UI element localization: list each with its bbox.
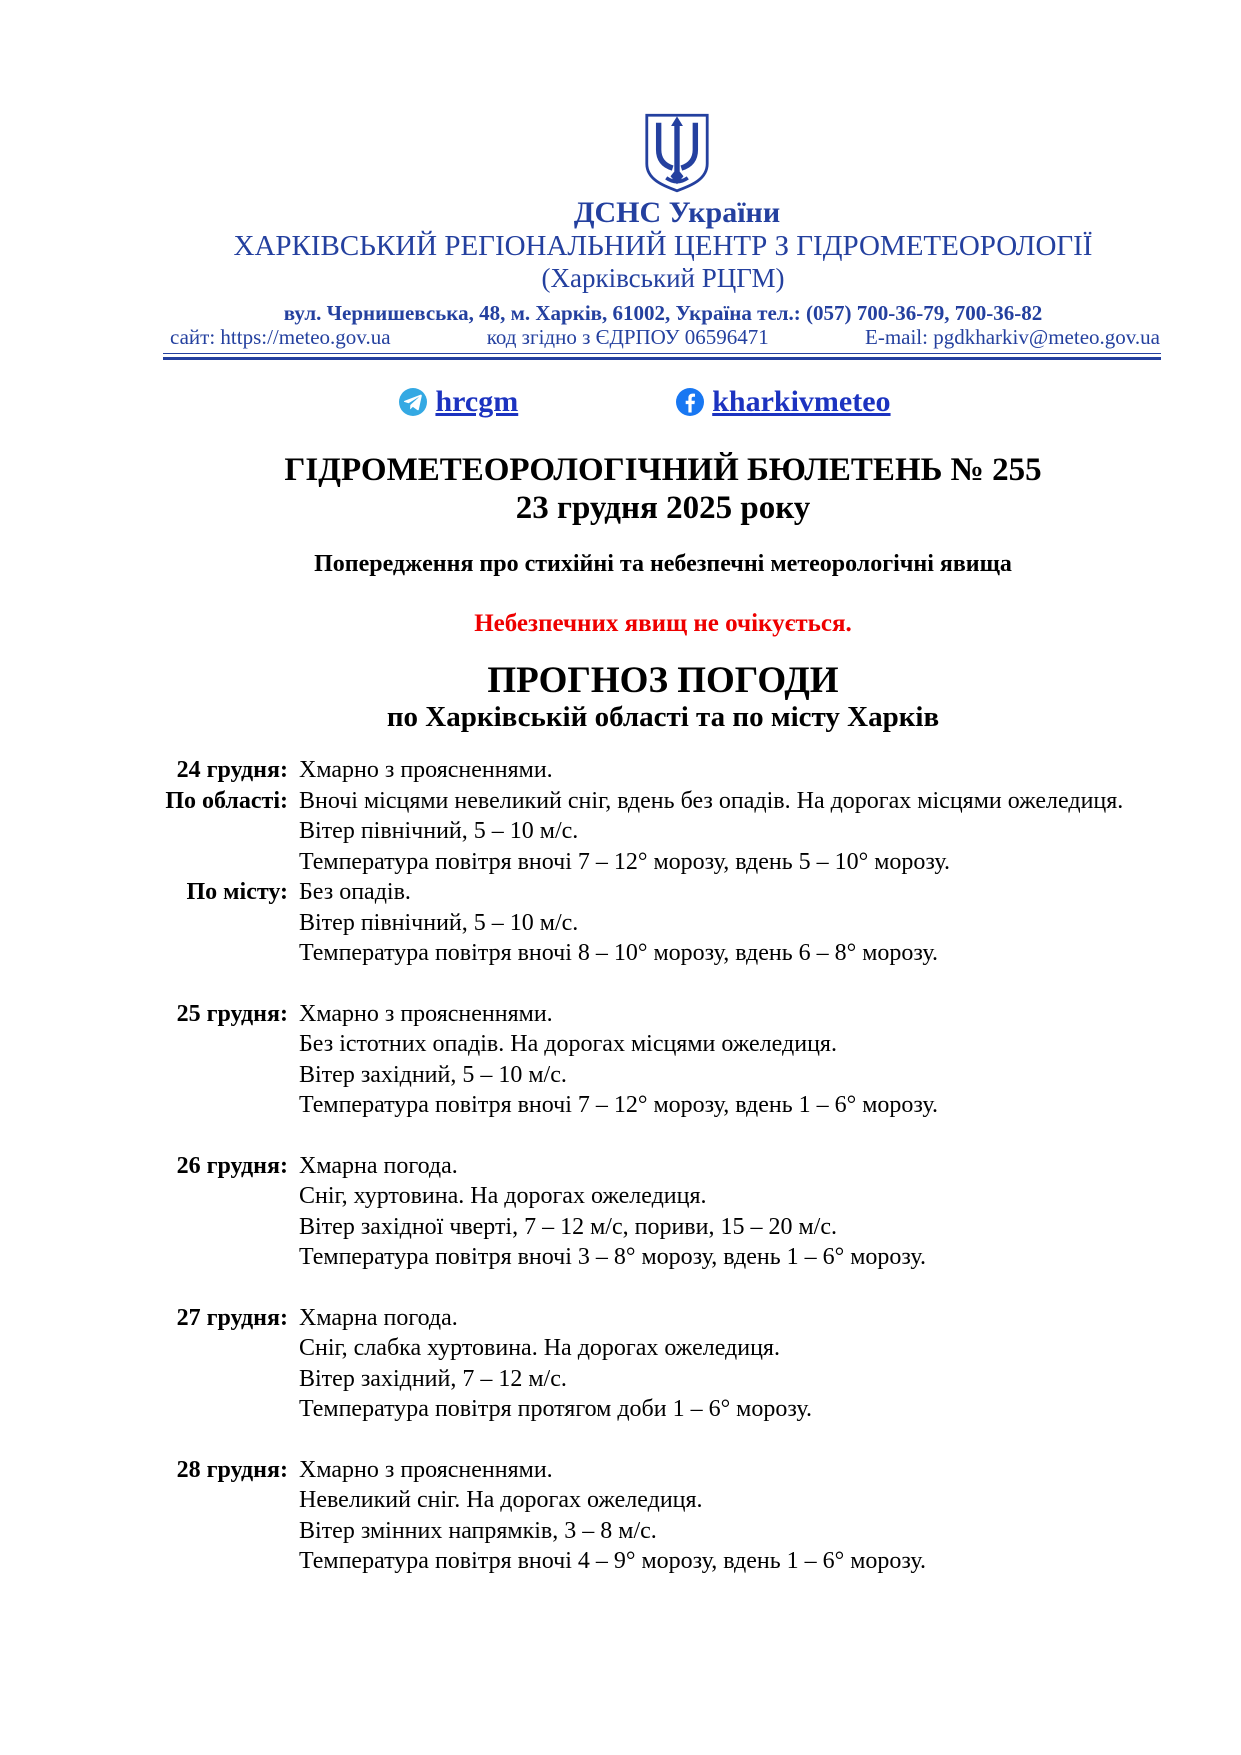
organization-name: ХАРКІВСЬКИЙ РЕГІОНАЛЬНИЙ ЦЕНТР З ГІДРОМЕТЕОРОЛОГІЇ <box>233 230 1093 262</box>
forecast-day-block <box>0 1151 1241 1273</box>
forecast-line <box>0 786 1241 817</box>
forecast-line-text: Температура повітря вночі 7 – 12° морозу, вдень 5 – 10° морозу. <box>299 848 950 875</box>
forecast-day-block <box>0 999 1241 1121</box>
ukraine-trident-icon <box>642 112 712 194</box>
bulletin-title: ГІДРОМЕТЕОРОЛОГІЧНИЙ БЮЛЕТЕНЬ № 255 <box>284 452 1042 488</box>
forecast-line <box>0 1303 1241 1334</box>
email-link[interactable]: E-mail: pgdkharkiv@meteo.gov.ua <box>865 325 1160 349</box>
forecast-line <box>0 1546 1241 1577</box>
forecast-line-text: Вітер північний, 5 – 10 м/с. <box>299 818 579 844</box>
bulletin-date: 23 грудня 2025 року <box>515 490 811 526</box>
forecast-line-label: По місту: <box>186 879 288 905</box>
telegram-icon[interactable] <box>399 388 427 416</box>
forecast-line <box>0 755 1241 786</box>
forecast-line <box>0 908 1241 939</box>
forecast-line-label: 27 грудня: <box>176 1304 288 1331</box>
edrpou-code: код згідно з ЄДРПОУ 06596471 <box>486 325 769 349</box>
forecast-line <box>0 1060 1241 1091</box>
forecast-line-text: Вітер західний, 7 – 12 м/с. <box>299 1365 567 1392</box>
forecast-line-label: 25 грудня: <box>176 1000 288 1027</box>
forecast-line <box>0 1151 1241 1182</box>
forecast-line-label <box>0 1029 293 1060</box>
telegram-link[interactable]: hrcgm <box>435 385 519 418</box>
forecast-line-label <box>0 1212 293 1243</box>
forecast-line-label <box>0 1181 293 1212</box>
forecast-line-label <box>0 1333 293 1364</box>
facebook-link-group <box>676 385 890 419</box>
forecast-line-text: Вночі місцями невеликий сніг, вдень без опадів. На дорогах місцями ожеледиця. <box>299 787 1124 814</box>
forecast-line <box>0 847 1241 878</box>
forecast-line-text: Хмарно з проясненнями. <box>299 1000 553 1027</box>
header-divider <box>163 353 1161 360</box>
forecast-line-text: Температура повітря вночі 4 – 9° морозу, вдень 1 – 6° морозу. <box>299 1548 926 1574</box>
agency-name: ДСНС України <box>573 196 781 229</box>
forecast-line-label <box>0 1364 293 1395</box>
social-links-row <box>150 384 1140 420</box>
forecast-line-text: Хмарна погода. <box>299 1152 458 1179</box>
forecast-day-block <box>0 1455 1241 1577</box>
forecast-line-text: Вітер змінних напрямків, 3 – 8 м/с. <box>299 1517 657 1544</box>
forecast-line <box>0 1090 1241 1121</box>
forecast-line-text: Сніг, хуртовина. На дорогах ожеледиця. <box>299 1183 707 1209</box>
forecast-line <box>0 1212 1241 1243</box>
forecast-line <box>0 877 1241 908</box>
site-link[interactable]: сайт: https://meteo.gov.ua <box>170 325 391 349</box>
forecast-line-label <box>0 908 293 939</box>
forecast-line-text: Вітер північний, 5 – 10 м/с. <box>299 909 579 936</box>
forecast-line-text: Хмарна погода. <box>299 1304 458 1331</box>
forecast-line-text: Вітер західної чверті, 7 – 12 м/с, пориви, 15 – 20 м/с. <box>299 1213 837 1240</box>
forecast-line <box>0 1516 1241 1547</box>
forecast-line <box>0 938 1241 969</box>
forecast-line-label <box>0 1485 293 1516</box>
forecast-line-text: Температура повітря вночі 8 – 10° морозу, вдень 6 – 8° морозу. <box>299 940 938 966</box>
forecast-line-text: Без істотних опадів. На дорогах місцями ожеледиця. <box>299 1031 837 1057</box>
emblem-container <box>184 0 1170 194</box>
forecast-line-label: 28 грудня: <box>176 1456 288 1483</box>
forecast-blocks <box>0 755 1241 1577</box>
forecast-line-label <box>0 1394 293 1425</box>
organization-short-name: (Харківський РЦГМ) <box>541 263 785 293</box>
warning-heading: Попередження про стихійні та небезпечні метеорологічні явища <box>314 551 1012 577</box>
forecast-line-label <box>0 938 293 969</box>
forecast-line <box>0 1485 1241 1516</box>
forecast-line <box>0 999 1241 1030</box>
forecast-line-label: 24 грудня: <box>176 757 288 783</box>
forecast-line <box>0 1242 1241 1273</box>
forecast-line-text: Хмарно з проясненнями. <box>299 1456 553 1483</box>
address-line: вул. Чернишевська, 48, м. Харків, 61002, Україна тел.: (057) 700-36-79, 700-36-82 <box>283 301 1043 325</box>
forecast-title: ПРОГНОЗ ПОГОДИ <box>487 660 839 701</box>
forecast-line-text: Невеликий сніг. На дорогах ожеледиця. <box>299 1487 703 1513</box>
forecast-line-label: По області: <box>165 787 288 814</box>
forecast-line-label <box>0 1060 293 1091</box>
forecast-line <box>0 1394 1241 1425</box>
forecast-line <box>0 816 1241 847</box>
forecast-day-block <box>0 1303 1241 1425</box>
forecast-line <box>0 1181 1241 1212</box>
forecast-line-text: Температура повітря вночі 3 – 8° морозу, вдень 1 – 6° морозу. <box>299 1244 926 1270</box>
forecast-line-text: Температура повітря вночі 7 – 12° морозу, вдень 1 – 6° морозу. <box>299 1092 938 1118</box>
forecast-subtitle: по Харківській області та по місту Харків <box>386 701 940 733</box>
forecast-line-label <box>0 1242 293 1273</box>
forecast-line-label <box>0 1546 293 1577</box>
warning-status-text: Небезпечних явищ не очікується. <box>474 610 852 637</box>
forecast-line-label <box>0 1090 293 1121</box>
forecast-day-block <box>0 755 1241 969</box>
forecast-line <box>0 1333 1241 1364</box>
forecast-line <box>0 1364 1241 1395</box>
forecast-line-label: 26 грудня: <box>176 1152 288 1179</box>
forecast-line-text: Вітер західний, 5 – 10 м/с. <box>299 1061 567 1088</box>
forecast-line-text: Хмарно з проясненнями. <box>299 757 553 783</box>
forecast-line-text: Сніг, слабка хуртовина. На дорогах ожеледиця. <box>299 1335 780 1361</box>
telegram-link-group <box>399 385 518 419</box>
facebook-link[interactable]: kharkivmeteo <box>712 385 891 418</box>
forecast-line-text: Без опадів. <box>299 879 411 905</box>
facebook-icon[interactable] <box>676 388 704 416</box>
contacts-row <box>170 325 1160 349</box>
forecast-line-label <box>0 816 293 847</box>
forecast-line-label <box>0 1516 293 1547</box>
forecast-line <box>0 1455 1241 1486</box>
forecast-line <box>0 1029 1241 1060</box>
forecast-line-text: Температура повітря протягом доби 1 – 6° морозу. <box>299 1396 812 1422</box>
forecast-line-label <box>0 847 293 878</box>
